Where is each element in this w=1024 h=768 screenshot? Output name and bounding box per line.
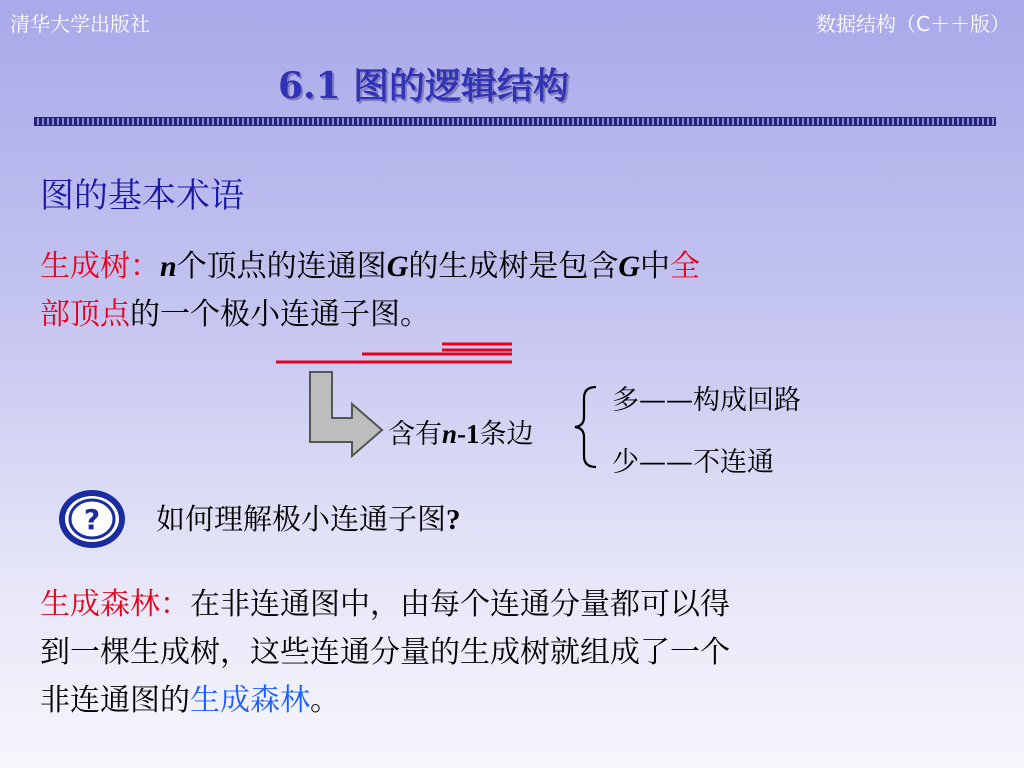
- spanning-tree-line-1: [40, 244, 700, 290]
- text-seg: 的生成树是包含: [408, 249, 619, 284]
- forest-line-3: [40, 678, 340, 724]
- bent-arrow-icon: [306, 370, 386, 458]
- curly-brace-icon: [572, 384, 602, 470]
- text-seg: 含有: [388, 419, 442, 450]
- text-seg: 非连通图的: [40, 683, 190, 718]
- spanning-tree-label: 生成树：: [40, 249, 160, 284]
- question-mark: ?: [446, 504, 461, 536]
- publisher-label: 清华大学出版社: [10, 12, 150, 36]
- emphasis-text: 生成森林: [190, 683, 310, 718]
- emphasis-text: 全: [670, 249, 701, 284]
- brace-option-less: 少——不连通: [612, 447, 774, 478]
- question-mark-icon: [56, 487, 128, 551]
- var-g: G: [618, 250, 641, 283]
- var-n: n: [160, 250, 177, 283]
- text-seg: 。: [310, 683, 340, 718]
- text-seg: 条边: [479, 419, 534, 450]
- text-seg: 在非连通图中，由每个连通分量都可以得: [190, 587, 730, 622]
- book-title-label: 数据结构（C＋＋版）: [816, 12, 1010, 36]
- text-seg: 个顶点的连通图: [176, 249, 387, 284]
- minus-one: -1: [457, 419, 480, 449]
- spanning-tree-line-2: [40, 292, 430, 338]
- var-n: n: [442, 419, 458, 449]
- var-g: G: [386, 250, 409, 283]
- question-text: 如何理解极小连通子图: [156, 502, 447, 536]
- text-seg: 的一个极小连通子图。: [130, 297, 430, 332]
- svg-text:?: ?: [83, 503, 101, 536]
- question-prompt: [156, 496, 461, 543]
- forest-line-2: 到一棵生成树，这些连通分量的生成树就组成了一个: [40, 635, 730, 670]
- brace-option-more: 多——构成回路: [612, 385, 801, 416]
- forest-line-1: [40, 582, 730, 628]
- forest-label: 生成森林：: [40, 587, 190, 622]
- edges-note: [388, 412, 534, 451]
- emphasis-text: 部顶点: [40, 297, 130, 332]
- underline-marks: [270, 336, 530, 370]
- section-subheading: 图的基本术语: [40, 176, 244, 216]
- text-seg: 中: [640, 249, 671, 284]
- title-divider: [34, 117, 996, 126]
- slide-title: 6.1 图的逻辑结构: [278, 65, 570, 107]
